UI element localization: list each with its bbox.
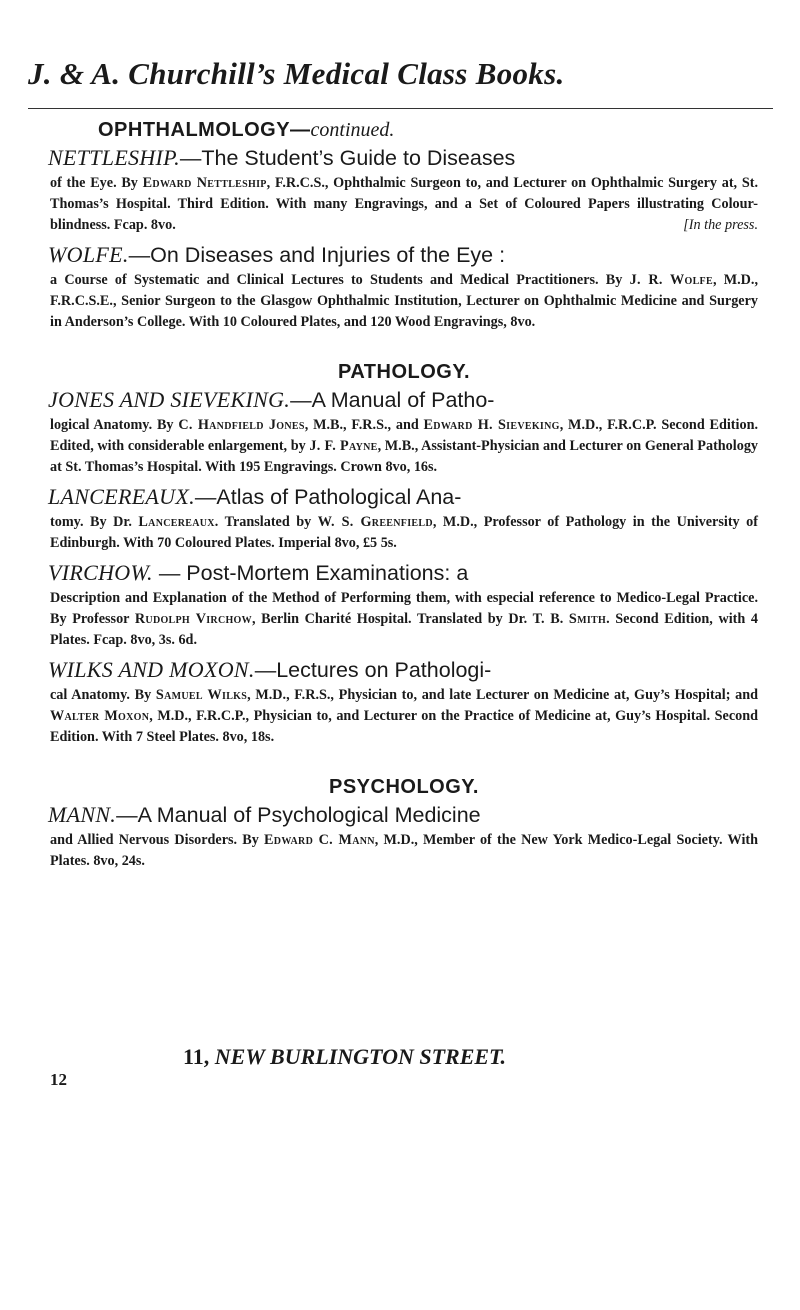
- entry-text: , M.B., F.R.S., and: [304, 417, 424, 433]
- entry-heading: [48, 800, 760, 830]
- entry-heading: [48, 143, 760, 173]
- entry-text: . Second Edition, with 4 Plates. Fcap. 8vo, 3s. 6d.: [50, 611, 759, 648]
- entry-text: , M.D., F.R.C.P., Physician to, and Lecturer on the Practice of Medicine at, Guy’s Hospital. Second Edition. With 7 Steel Plates. 8vo, 18s.: [50, 708, 759, 745]
- entry-nettleship: [48, 143, 760, 236]
- entry-author: LANCEREAUX.: [48, 484, 195, 509]
- section-gap: [48, 337, 760, 359]
- entry-author: WILKS AND MOXON.: [48, 657, 255, 682]
- entry-heading: [48, 482, 760, 512]
- entry-description: [50, 415, 758, 478]
- entry-wolfe: [48, 240, 760, 333]
- entry-author-name: Rudolph Virchow: [134, 611, 252, 627]
- section-title-text: OPHTHALMOLOGY—: [98, 119, 311, 141]
- entry-heading: [48, 240, 760, 270]
- entry-text: of the Eye. By: [50, 175, 143, 191]
- entry-author: JONES AND SIEVEKING.: [48, 387, 291, 412]
- entry-jones-sieveking: [48, 385, 760, 478]
- entry-author: NETTLESHIP.: [48, 145, 180, 170]
- entry-title: —The Student’s Guide to Diseases: [179, 146, 516, 170]
- entry-title: —Atlas of Pathological Ana-: [194, 485, 462, 509]
- entry-text: cal Anatomy. By: [50, 687, 156, 703]
- entry-text: , M.D., F.R.S., Physician to, and late Lecturer on Medicine at, Guy’s Hospital; and: [247, 687, 758, 703]
- entry-text: logical Anatomy. By: [50, 417, 179, 433]
- entry-mann: [48, 800, 760, 872]
- entry-author-name: Lancereaux: [138, 514, 215, 530]
- entry-text: , M.D., Member of the New York Medico-Legal Society. With Plates. 8vo, 24s.: [50, 832, 758, 869]
- entry-text: Description and Explanation of the Method of Performing them, with especial reference to Medico-Legal Practice. By Professor: [50, 590, 758, 627]
- entry-description: [50, 270, 758, 333]
- entry-text: a Course of Systematic and Clinical Lectures to Students and Medical Practitioners. By: [50, 272, 630, 288]
- entry-text: , M.D., F.R.C.P. Second Edition. Edited, with considerable enlargement, by: [50, 417, 759, 454]
- street-number: 11,: [183, 1044, 210, 1069]
- entry-description: [50, 685, 758, 748]
- section-continued-label: continued.: [310, 119, 395, 141]
- entry-heading: [48, 558, 760, 588]
- entry-author-name: Edward H. Sieveking: [423, 417, 560, 433]
- entry-author: VIRCHOW.: [48, 560, 153, 585]
- entry-description: [50, 588, 758, 651]
- entry-title: —A Manual of Patho-: [290, 388, 495, 412]
- entry-description: [50, 512, 758, 554]
- entry-heading: [48, 655, 760, 685]
- entry-heading: [48, 385, 760, 415]
- entry-wilks-moxon: [48, 655, 760, 748]
- entry-author-name: Smith: [568, 611, 607, 627]
- entry-text: , F.R.C.S., Ophthalmic Surgeon to, and Lecturer on Ophthalmic Surgery at, St. Thomas’s Hospital. Third Edition. With many Engravings, and a Set of Coloured Papers illustrating Colour-blindness. Fcap. 8vo.: [50, 175, 758, 233]
- entry-text: , M.D., Professor of Pathology in the University of Edinburgh. With 70 Coloured Plates. Imperial 8vo, £5 5s.: [50, 514, 758, 551]
- entry-author-name: C. Handfield Jones: [178, 417, 305, 433]
- entry-author-name: Walter Moxon: [50, 708, 150, 724]
- entry-text: , Berlin Charité Hospital. Translated by Dr. T. B.: [251, 611, 569, 627]
- section-title-ophthalmology: [48, 117, 760, 143]
- entry-title: —A Manual of Psychological Medicine: [116, 803, 481, 827]
- header-rule: [28, 108, 773, 109]
- entry-author-name: Edward C. Mann: [264, 832, 375, 848]
- entry-virchow: [48, 558, 760, 651]
- entry-lancereaux: [48, 482, 760, 554]
- entry-author: WOLFE.: [48, 242, 129, 267]
- catalogue-content: [48, 117, 760, 876]
- entry-title: — Post-Mortem Examinations: a: [152, 561, 469, 585]
- entry-author-name: W. S. Greenfield: [317, 514, 433, 530]
- entry-author-name: Edward Nettleship: [142, 175, 267, 191]
- section-title-pathology: PATHOLOGY.: [337, 361, 471, 383]
- section-title-psychology: PSYCHOLOGY.: [329, 776, 479, 798]
- page-number: 12: [50, 1070, 67, 1089]
- entry-text: and Allied Nervous Disorders. By: [50, 832, 265, 848]
- street-name: NEW BURLINGTON STREET.: [214, 1044, 506, 1069]
- entry-author-name: J. F. Payne: [309, 438, 378, 454]
- entry-title: —On Diseases and Injuries of the Eye :: [128, 243, 506, 267]
- entry-text: . Translated by: [214, 514, 318, 530]
- entry-description: [50, 830, 758, 872]
- entry-text: , M.D., F.R.C.S.E., Senior Surgeon to the Glasgow Ophthalmic Institution, Lecturer on Ophthalmic Medicine and Surgery in Anderson’s College. With 10 Coloured Plates, and 120 Wood Engravings, 8vo.: [50, 272, 759, 330]
- entry-description: [50, 173, 758, 236]
- running-header: J. & A. Churchill’s Medical Class Books.: [28, 56, 565, 91]
- entry-author: MANN.: [48, 802, 117, 827]
- publisher-address: [183, 1044, 506, 1070]
- section-gap: [48, 752, 760, 774]
- entry-author-name: J. R. Wolfe: [629, 272, 713, 288]
- entry-text: tomy. By Dr.: [50, 514, 139, 530]
- entry-author-name: Samuel Wilks: [155, 687, 248, 703]
- in-press-note: [In the press.: [683, 217, 758, 233]
- entry-text: , M.B., Assistant-Physician and Lecturer on General Pathology at St. Thomas’s Hospital. With 195 Engravings. Crown 8vo, 16s.: [50, 438, 759, 475]
- entry-title: —Lectures on Pathologi-: [254, 658, 492, 682]
